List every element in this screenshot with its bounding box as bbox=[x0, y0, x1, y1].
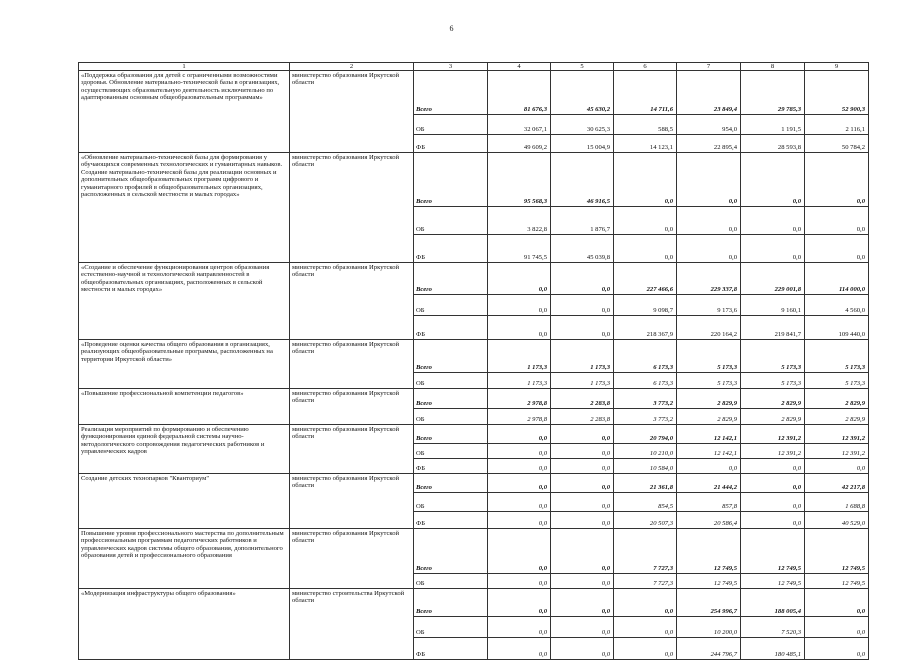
amount-cell: 244 796,7 bbox=[677, 638, 741, 660]
amount-cell: 0,0 bbox=[488, 493, 551, 512]
amount-cell: 9 173,6 bbox=[677, 295, 741, 316]
budget-table bbox=[78, 62, 869, 660]
amount-cell: 0,0 bbox=[741, 153, 805, 207]
activity-row-total bbox=[79, 474, 869, 493]
amount-cell: 12 391,2 bbox=[805, 444, 869, 459]
amount-cell: 2 978,8 bbox=[488, 409, 551, 425]
header-cell: 5 bbox=[551, 63, 614, 71]
header-row bbox=[79, 63, 869, 71]
amount-cell: 0,0 bbox=[805, 617, 869, 638]
activity-row-total bbox=[79, 589, 869, 617]
amount-cell: 588,5 bbox=[614, 115, 677, 135]
budget-table-container bbox=[78, 62, 868, 660]
amount-cell: 0,0 bbox=[551, 493, 614, 512]
table-header bbox=[79, 63, 869, 71]
header-cell: 4 bbox=[488, 63, 551, 71]
header-cell: 3 bbox=[414, 63, 488, 71]
amount-cell: 2 829,9 bbox=[805, 409, 869, 425]
activity-row-total bbox=[79, 340, 869, 373]
amount-cell: 1 173,3 bbox=[488, 373, 551, 389]
amount-cell: 0,0 bbox=[551, 512, 614, 529]
amount-cell: 0,0 bbox=[741, 207, 805, 235]
amount-cell: 954,0 bbox=[677, 115, 741, 135]
amount-cell: 21 444,2 bbox=[677, 474, 741, 493]
amount-cell: 0,0 bbox=[741, 459, 805, 474]
amount-cell: 0,0 bbox=[677, 153, 741, 207]
amount-cell: 6 173,3 bbox=[614, 340, 677, 373]
amount-cell: 2 829,9 bbox=[677, 409, 741, 425]
amount-cell: 3 773,2 bbox=[614, 389, 677, 409]
amount-cell: 0,0 bbox=[677, 459, 741, 474]
funding-source-label: Всего bbox=[414, 529, 488, 574]
amount-cell: 4 560,0 bbox=[805, 295, 869, 316]
funding-source-label: ФБ bbox=[414, 459, 488, 474]
funding-source-label: Всего bbox=[414, 389, 488, 409]
amount-cell: 12 142,1 bbox=[677, 425, 741, 444]
funding-source-label: Всего bbox=[414, 589, 488, 617]
amount-cell: 2 829,9 bbox=[677, 389, 741, 409]
amount-cell: 218 367,9 bbox=[614, 316, 677, 340]
funding-source-label: Всего bbox=[414, 153, 488, 207]
amount-cell: 1 173,3 bbox=[551, 373, 614, 389]
activity-name: «Поддержка образования для детей с ограниченными возможностями здоровья. Обновление материально-технической базы в организациях, осуществляющих образовательную деятельность исключительно по адаптированным основным общеобразовательным программам» bbox=[79, 71, 290, 153]
amount-cell: 219 841,7 bbox=[741, 316, 805, 340]
amount-cell: 854,5 bbox=[614, 493, 677, 512]
activity-name: «Повышение профессиональной компетенции педагогов» bbox=[79, 389, 290, 425]
amount-cell: 0,0 bbox=[741, 493, 805, 512]
amount-cell: 0,0 bbox=[805, 235, 869, 263]
amount-cell: 7 727,3 bbox=[614, 574, 677, 589]
funding-source-label: ФБ bbox=[414, 235, 488, 263]
page-number: 6 bbox=[449, 24, 454, 33]
responsible-organization: министерство образования Иркутской области bbox=[290, 529, 414, 589]
amount-cell: 10 584,0 bbox=[614, 459, 677, 474]
amount-cell: 1 173,3 bbox=[488, 340, 551, 373]
amount-cell: 5 173,3 bbox=[805, 340, 869, 373]
amount-cell: 12 749,5 bbox=[805, 574, 869, 589]
amount-cell: 81 676,3 bbox=[488, 71, 551, 115]
amount-cell: 10 210,0 bbox=[614, 444, 677, 459]
amount-cell: 180 485,1 bbox=[741, 638, 805, 660]
amount-cell: 114 000,0 bbox=[805, 263, 869, 295]
amount-cell: 49 609,2 bbox=[488, 135, 551, 153]
amount-cell: 0,0 bbox=[551, 316, 614, 340]
responsible-organization: министерство образования Иркутской области bbox=[290, 263, 414, 340]
amount-cell: 254 996,7 bbox=[677, 589, 741, 617]
amount-cell: 0,0 bbox=[741, 474, 805, 493]
amount-cell: 1 688,8 bbox=[805, 493, 869, 512]
amount-cell: 42 217,8 bbox=[805, 474, 869, 493]
funding-source-label: Всего bbox=[414, 474, 488, 493]
funding-source-label: ОБ bbox=[414, 373, 488, 389]
amount-cell: 45 630,2 bbox=[551, 71, 614, 115]
amount-cell: 7 520,3 bbox=[741, 617, 805, 638]
amount-cell: 0,0 bbox=[614, 638, 677, 660]
amount-cell: 12 749,5 bbox=[805, 529, 869, 574]
amount-cell: 45 039,8 bbox=[551, 235, 614, 263]
responsible-organization: министерство образования Иркутской области bbox=[290, 71, 414, 153]
activity-row-total bbox=[79, 389, 869, 409]
funding-source-label: ОБ bbox=[414, 207, 488, 235]
activity-row-total bbox=[79, 153, 869, 207]
activity-name: «Проведение оценки качества общего образования в организациях, реализующих общеобразовательные программы, расположенных на территории Иркутской области» bbox=[79, 340, 290, 389]
amount-cell: 10 200,0 bbox=[677, 617, 741, 638]
amount-cell: 12 749,5 bbox=[741, 574, 805, 589]
responsible-organization: министерство строительства Иркутской области bbox=[290, 589, 414, 660]
header-cell: 8 bbox=[741, 63, 805, 71]
amount-cell: 0,0 bbox=[551, 529, 614, 574]
amount-cell: 3 822,8 bbox=[488, 207, 551, 235]
amount-cell: 0,0 bbox=[677, 235, 741, 263]
amount-cell: 2 978,8 bbox=[488, 389, 551, 409]
amount-cell: 15 004,9 bbox=[551, 135, 614, 153]
funding-source-label: ОБ bbox=[414, 115, 488, 135]
amount-cell: 46 916,5 bbox=[551, 153, 614, 207]
amount-cell: 1 173,3 bbox=[551, 340, 614, 373]
amount-cell: 23 849,4 bbox=[677, 71, 741, 115]
amount-cell: 21 361,8 bbox=[614, 474, 677, 493]
amount-cell: 29 785,3 bbox=[741, 71, 805, 115]
funding-source-label: ОБ bbox=[414, 493, 488, 512]
amount-cell: 0,0 bbox=[551, 295, 614, 316]
header-cell: 2 bbox=[290, 63, 414, 71]
amount-cell: 12 391,2 bbox=[741, 444, 805, 459]
amount-cell: 0,0 bbox=[488, 263, 551, 295]
amount-cell: 0,0 bbox=[488, 574, 551, 589]
amount-cell: 0,0 bbox=[614, 617, 677, 638]
amount-cell: 0,0 bbox=[551, 444, 614, 459]
header-cell: 6 bbox=[614, 63, 677, 71]
responsible-organization: министерство образования Иркутской области bbox=[290, 474, 414, 529]
amount-cell: 0,0 bbox=[551, 474, 614, 493]
amount-cell: 0,0 bbox=[614, 235, 677, 263]
amount-cell: 2 829,9 bbox=[741, 409, 805, 425]
amount-cell: 2 829,9 bbox=[741, 389, 805, 409]
activity-row-total bbox=[79, 529, 869, 574]
amount-cell: 5 173,3 bbox=[741, 373, 805, 389]
amount-cell: 0,0 bbox=[551, 617, 614, 638]
funding-source-label: Всего bbox=[414, 425, 488, 444]
amount-cell: 32 067,1 bbox=[488, 115, 551, 135]
amount-cell: 91 745,5 bbox=[488, 235, 551, 263]
amount-cell: 229 001,8 bbox=[741, 263, 805, 295]
amount-cell: 0,0 bbox=[488, 295, 551, 316]
responsible-organization: министерство образования Иркутской области bbox=[290, 340, 414, 389]
amount-cell: 12 749,5 bbox=[677, 529, 741, 574]
funding-source-label: ОБ bbox=[414, 295, 488, 316]
amount-cell: 0,0 bbox=[677, 207, 741, 235]
amount-cell: 2 283,8 bbox=[551, 409, 614, 425]
amount-cell: 0,0 bbox=[805, 153, 869, 207]
amount-cell: 12 391,2 bbox=[741, 425, 805, 444]
activity-name: «Обновление материально-технической базы для формирования у обучающихся современных технологических и гуманитарных навыков. Создание материально-технической базы для реализации основных и дополнительных общеобразовательных программ цифрового и гуманитарного профилей в общеобразовательных организациях, расположенных в сельской местности и малых городах» bbox=[79, 153, 290, 263]
amount-cell: 0,0 bbox=[551, 263, 614, 295]
amount-cell: 5 173,3 bbox=[741, 340, 805, 373]
amount-cell: 52 900,3 bbox=[805, 71, 869, 115]
amount-cell: 0,0 bbox=[488, 425, 551, 444]
amount-cell: 2 829,9 bbox=[805, 389, 869, 409]
amount-cell: 2 283,8 bbox=[551, 389, 614, 409]
amount-cell: 188 005,4 bbox=[741, 589, 805, 617]
funding-source-label: ОБ bbox=[414, 617, 488, 638]
funding-source-label: ОБ bbox=[414, 444, 488, 459]
amount-cell: 0,0 bbox=[488, 316, 551, 340]
amount-cell: 0,0 bbox=[805, 207, 869, 235]
funding-source-label: ОБ bbox=[414, 574, 488, 589]
amount-cell: 5 173,3 bbox=[805, 373, 869, 389]
amount-cell: 227 466,6 bbox=[614, 263, 677, 295]
amount-cell: 5 173,3 bbox=[677, 373, 741, 389]
amount-cell: 28 593,8 bbox=[741, 135, 805, 153]
responsible-organization: министерство образования Иркутской области bbox=[290, 425, 414, 474]
amount-cell: 6 173,3 bbox=[614, 373, 677, 389]
amount-cell: 0,0 bbox=[741, 235, 805, 263]
amount-cell: 14 123,1 bbox=[614, 135, 677, 153]
amount-cell: 9 098,7 bbox=[614, 295, 677, 316]
amount-cell: 0,0 bbox=[488, 589, 551, 617]
amount-cell: 0,0 bbox=[488, 617, 551, 638]
responsible-organization: министерство образования Иркутской области bbox=[290, 153, 414, 263]
amount-cell: 20 507,3 bbox=[614, 512, 677, 529]
amount-cell: 229 337,8 bbox=[677, 263, 741, 295]
funding-source-label: Всего bbox=[414, 263, 488, 295]
amount-cell: 14 711,6 bbox=[614, 71, 677, 115]
amount-cell: 857,8 bbox=[677, 493, 741, 512]
activity-name: Повышение уровня профессионального мастерства по дополнительным профессиональным программам педагогических работников и управленческих кадров системы общего образования, дополнительного образования детей и профессионального образования bbox=[79, 529, 290, 589]
amount-cell: 1 876,7 bbox=[551, 207, 614, 235]
activity-name: «Создание и обеспечение функционирования центров образования естественно-научной и технологической направленностей в общеобразовательных организациях, расположенных в сельской местности и малых городах» bbox=[79, 263, 290, 340]
amount-cell: 0,0 bbox=[614, 207, 677, 235]
amount-cell: 0,0 bbox=[488, 459, 551, 474]
amount-cell: 3 773,2 bbox=[614, 409, 677, 425]
amount-cell: 0,0 bbox=[551, 425, 614, 444]
header-cell: 1 bbox=[79, 63, 290, 71]
amount-cell: 0,0 bbox=[805, 589, 869, 617]
amount-cell: 12 749,5 bbox=[677, 574, 741, 589]
amount-cell: 50 784,2 bbox=[805, 135, 869, 153]
activity-row-total bbox=[79, 425, 869, 444]
amount-cell: 2 116,1 bbox=[805, 115, 869, 135]
amount-cell: 7 727,3 bbox=[614, 529, 677, 574]
amount-cell: 0,0 bbox=[551, 589, 614, 617]
activity-row-total bbox=[79, 263, 869, 295]
amount-cell: 30 625,3 bbox=[551, 115, 614, 135]
amount-cell: 12 749,5 bbox=[741, 529, 805, 574]
table-body bbox=[79, 71, 869, 660]
amount-cell: 0,0 bbox=[488, 529, 551, 574]
amount-cell: 0,0 bbox=[551, 459, 614, 474]
amount-cell: 12 142,1 bbox=[677, 444, 741, 459]
header-cell: 9 bbox=[805, 63, 869, 71]
funding-source-label: Всего bbox=[414, 71, 488, 115]
amount-cell: 22 895,4 bbox=[677, 135, 741, 153]
amount-cell: 20 794,0 bbox=[614, 425, 677, 444]
activity-name: Реализация мероприятий по формированию и обеспечению функционирования единой федеральной системы научно-методологического сопровождения педагогических работников и управленческих кадров bbox=[79, 425, 290, 474]
activity-row-total bbox=[79, 71, 869, 115]
activity-name: «Модернизация инфраструктуры общего образования» bbox=[79, 589, 290, 660]
amount-cell: 0,0 bbox=[614, 589, 677, 617]
amount-cell: 40 529,0 bbox=[805, 512, 869, 529]
funding-source-label: ФБ bbox=[414, 638, 488, 660]
amount-cell: 0,0 bbox=[805, 638, 869, 660]
amount-cell: 0,0 bbox=[488, 474, 551, 493]
amount-cell: 0,0 bbox=[488, 512, 551, 529]
amount-cell: 0,0 bbox=[614, 153, 677, 207]
amount-cell: 0,0 bbox=[551, 638, 614, 660]
funding-source-label: ФБ bbox=[414, 316, 488, 340]
funding-source-label: ФБ bbox=[414, 135, 488, 153]
amount-cell: 20 586,4 bbox=[677, 512, 741, 529]
amount-cell: 9 160,1 bbox=[741, 295, 805, 316]
funding-source-label: ОБ bbox=[414, 409, 488, 425]
funding-source-label: Всего bbox=[414, 340, 488, 373]
amount-cell: 109 440,0 bbox=[805, 316, 869, 340]
amount-cell: 0,0 bbox=[551, 574, 614, 589]
activity-name: Создание детских технопарков "Кванториум" bbox=[79, 474, 290, 529]
amount-cell: 0,0 bbox=[741, 512, 805, 529]
funding-source-label: ФБ bbox=[414, 512, 488, 529]
amount-cell: 12 391,2 bbox=[805, 425, 869, 444]
amount-cell: 1 191,5 bbox=[741, 115, 805, 135]
amount-cell: 95 568,3 bbox=[488, 153, 551, 207]
responsible-organization: министерство образования Иркутской области bbox=[290, 389, 414, 425]
amount-cell: 0,0 bbox=[488, 638, 551, 660]
header-cell: 7 bbox=[677, 63, 741, 71]
amount-cell: 0,0 bbox=[488, 444, 551, 459]
amount-cell: 5 173,3 bbox=[677, 340, 741, 373]
amount-cell: 220 164,2 bbox=[677, 316, 741, 340]
amount-cell: 0,0 bbox=[805, 459, 869, 474]
